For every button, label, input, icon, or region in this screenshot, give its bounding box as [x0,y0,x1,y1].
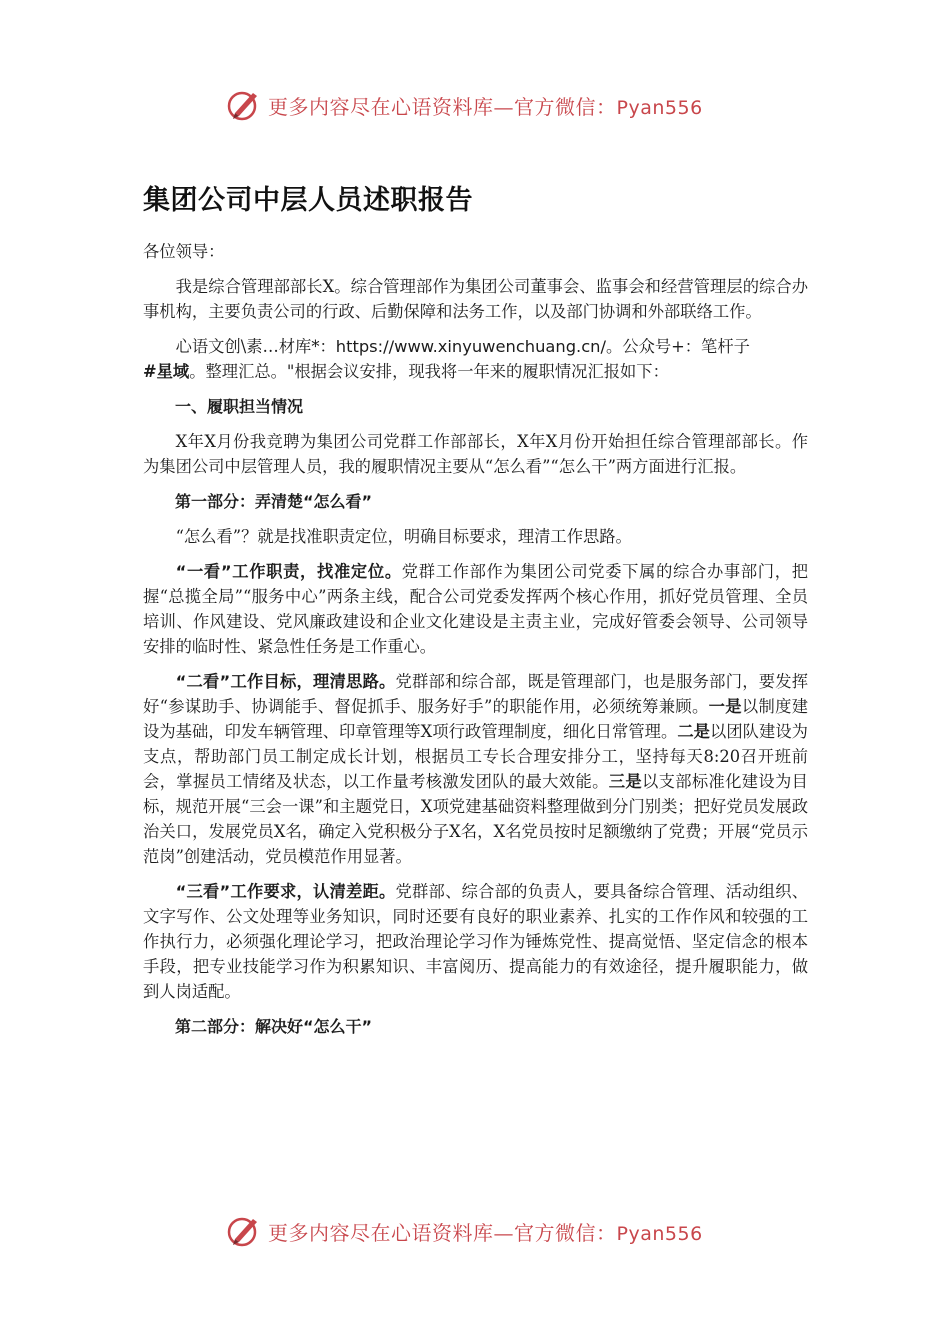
wechat-id: Pyan556 [616,96,703,119]
pen-logo-icon [226,1213,262,1249]
pen-logo-icon [226,87,262,123]
wechat-id: Pyan556 [616,1222,703,1245]
document-body [143,178,808,1049]
part-1-heading: 第一部分：弄清楚“怎么看” [175,492,373,511]
banner-text: 更多内容尽在心语资料库—官方微信：Pyan556 [268,94,703,119]
banner-text: 更多内容尽在心语资料库—官方微信：Pyan556 [268,1220,703,1245]
look-3-paragraph: “三看”工作要求，认清差距。党群部、综合部的负责人，要具备综合管理、活动组织、文字写作、公文处理等业务知识，同时还要有良好的职业素养、扎实的工作作风和较强的工作执行力，必须强化理论学习，把政治理论学习作为锤炼党性、提高觉悟、坚定信念的根本手段，把专业技能学习作为积累知识、丰富阅历、提高能力的有效途径，提升履职能力，做到人岗适配。 [143,882,808,1001]
section-1-paragraph: X年X月份我竞聘为集团公司党群工作部部长，X年X月份开始担任综合管理部部长。作为集团公司中层管理人员，我的履职情况主要从“怎么看”“怎么干”两方面进行汇报。 [143,432,808,476]
part-1-intro: “怎么看”？就是找准职责定位，明确目标要求，理清工作思路。 [175,527,632,546]
section-heading-1: 一、履职担当情况 [175,397,304,416]
look-1-lead: “一看”工作职责，找准定位。 [175,562,402,581]
header-watermark-banner [226,85,746,125]
promo-url: https://www.xinyuwenchuang.cn/ [335,337,606,356]
document-title: 集团公司中层人员述职报告 [143,185,473,216]
promo-tag: #星域 [143,362,190,381]
footer-watermark-banner [226,1211,746,1251]
look-1-paragraph: “一看”工作职责，找准定位。党群工作部作为集团公司党委下属的综合办事部门，把握“总揽全局”“服务中心”两条主线，配合公司党委发挥两个核心作用，抓好党员管理、全员培训、作风建设、党风廉政建设和企业文化建设是主责主业，完成好管委会领导、公司领导安排的临时性、紧急性任务是工作重心。 [143,562,808,656]
salutation: 各位领导： [143,242,225,261]
part-2-heading: 第二部分：解决好“怎么干” [175,1017,373,1036]
look-2-lead: “二看”工作目标，理清思路。 [175,672,396,691]
promo-paragraph: 心语文创\素…材库*：https://www.xinyuwenchuang.cn/。公众号+：笔杆子 #星域。整理汇总。"根据会议安排，现我将一年来的履职情况汇报如下： [143,337,750,381]
intro-paragraph: 我是综合管理部部长X。综合管理部作为集团公司董事会、监事会和经营管理层的综合办事机构，主要负责公司的行政、后勤保障和法务工作，以及部门协调和外部联络工作。 [143,277,808,321]
look-3-lead: “三看”工作要求，认清差距。 [175,882,396,901]
look-2-paragraph: “二看”工作目标，理清思路。党群部和综合部，既是管理部门，也是服务部门，要发挥好“参谋助手、协调能手、督促抓手、服务好手”的职能作用，必须统筹兼顾。一是以制度建设为基础，印发车辆管理、印章管理等X项行政管理制度，细化日常管理。二是以团队建设为支点，帮助部门员工制定成长计划，根据员工专长合理安排分工，坚持每天8:20召开班前会，掌握员工情绪及状态，以工作量考核激发团队的最大效能。三是以支部标准化建设为目标，规范开展“三会一课”和主题党日，X项党建基础资料整理做到分门别类；把好党员发展政治关口，发展党员X名，确定入党积极分子X名，X名党员按时足额缴纳了党费；开展“党员示范岗”创建活动，党员模范作用显著。 [143,672,808,866]
